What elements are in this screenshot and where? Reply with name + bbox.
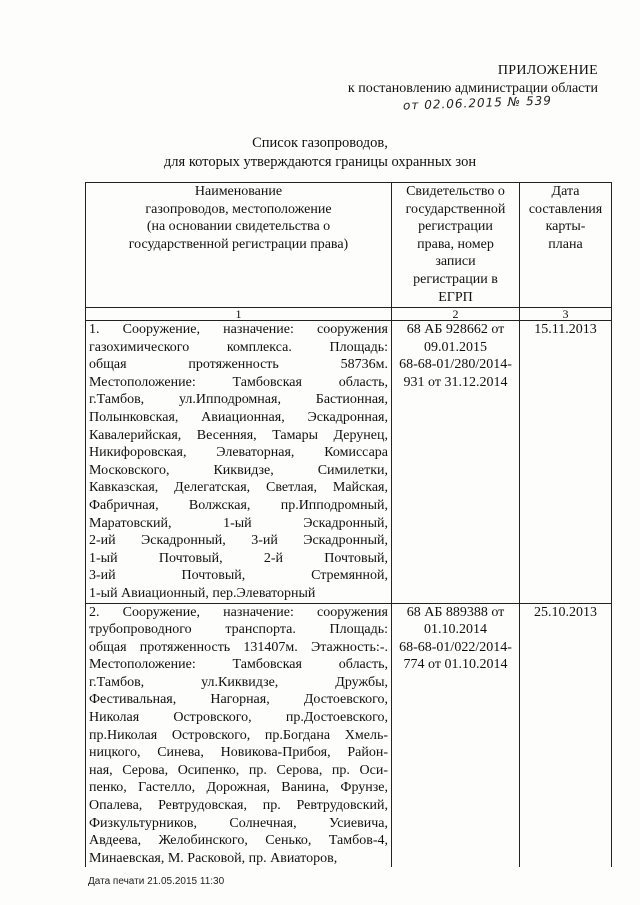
description-line: Кавказская, Делегатская, Светлая, Майская, (89, 480, 388, 496)
appendix-subtitle: к постановлению администрации области (347, 81, 598, 96)
appendix-title: ПРИЛОЖЕНИЕ (497, 63, 598, 78)
certificate-line: 68 АБ 928662 от (406, 322, 505, 337)
table-row (86, 603, 612, 867)
header-line: права, номер (417, 236, 494, 252)
list-title (0, 134, 640, 172)
header-line: Наименование (194, 184, 283, 199)
row-date: 15.11.2013 (520, 321, 612, 604)
description-line: 2-ий Эскадронный, 3-ий Эскадронный, (89, 533, 388, 549)
description-line: трубопроводного транспорта. Площадь: (89, 622, 388, 638)
description-line: Полынковская, Авиационная, Эскадронная, (89, 409, 388, 425)
header-line: газопроводов, местоположение (145, 201, 332, 217)
description-line: г.Тамбов, ул.Ипподромная, Бастионная, (89, 392, 388, 408)
handwritten-date-number: от 02.06.2015 № 539 (402, 93, 553, 113)
list-title-line2: для которых утверждаются границы охранных зон (163, 154, 477, 170)
description-line: газохимического комплекса. Площадь: (89, 339, 388, 355)
description-line: пр.Николая Островского, пр.Богдана Хмель- (89, 727, 388, 743)
description-line: ная, Серова, Осипенко, пр. Серова, пр. Оси- (89, 762, 388, 778)
table-header-row (86, 183, 612, 308)
description-line: Физкультурников, Солнечная, Усиевича, (89, 815, 388, 831)
description-line: Московского, Киквидзе, Симилетки, (89, 462, 388, 478)
header-line: записи (435, 254, 476, 270)
certificate-line: 01.10.2014 (424, 622, 487, 638)
description-line: 1-ый Авиационный, пер.Элеваторный (89, 585, 316, 601)
header-name-column (86, 183, 392, 308)
print-date-footer: Дата печати 21.05.2015 11:30 (88, 876, 225, 887)
description-line: Николая Островского, пр.Достоевского, (89, 710, 388, 726)
description-line: Фестивальная, Нагорная, Достоевского, (89, 692, 388, 708)
header-line: регистрации в (413, 271, 498, 287)
header-line: составления (528, 201, 603, 217)
description-line: Минаевская, М. Расковой, пр. Авиаторов, (89, 850, 338, 866)
certificate-line: 68 АБ 889388 от (406, 604, 505, 620)
header-line: регистрации (418, 219, 493, 235)
row-certificate (392, 603, 520, 867)
row-description (86, 321, 392, 604)
column-number: 3 (520, 308, 612, 321)
header-line: государственной (405, 201, 506, 217)
description-line: Опалева, Ревтрудовская, пр. Ревтрудовский, (89, 798, 388, 814)
list-title-line1: Список газопроводов, (252, 135, 388, 151)
description-line: Никифоровская, Элеваторная, Комиссара (89, 445, 388, 461)
description-line: 2. Сооружение, назначение: сооружения (89, 604, 388, 620)
header-line: ЕГРП (438, 289, 473, 305)
description-line: Маратовский, 1-ый Эскадронный, (89, 515, 388, 531)
column-numbers-row (86, 308, 612, 321)
description-line: Кавалерийская, Весенняя, Тамары Дерунец, (89, 427, 388, 443)
description-line: Фабричная, Волжская, пр.Ипподромный, (89, 497, 388, 513)
description-line: г.Тамбов, ул.Киквидзе, Дружбы, (89, 674, 388, 690)
pipelines-table (85, 182, 612, 867)
certificate-line: 09.01.2015 (424, 339, 487, 355)
table-row (86, 321, 612, 604)
column-number: 1 (86, 308, 392, 321)
header-line: Свидетельство о (406, 184, 505, 199)
header-line: плана (548, 236, 583, 252)
row-date: 25.10.2013 (520, 603, 612, 867)
certificate-line: 931 от 31.12.2014 (403, 374, 508, 390)
header-line: (на основании свидетельства о (146, 219, 331, 235)
certificate-line: 68-68-01/280/2014- (399, 357, 512, 373)
appendix-header (348, 62, 598, 98)
header-line: государственной регистрации права) (128, 236, 349, 252)
description-line: ницкого, Синева, Новикова-Прибоя, Район- (89, 745, 388, 761)
certificate-line: 774 от 01.10.2014 (403, 657, 508, 673)
description-line: 3-ий Почтовый, Стремянной, (89, 568, 388, 584)
column-number: 2 (392, 308, 520, 321)
row-description (86, 603, 392, 867)
description-line: Авдеева, Желобинского, Сенько, Тамбов-4, (89, 833, 388, 849)
description-line: пенко, Гастелло, Дорожная, Ванина, Фрунзе, (89, 780, 388, 796)
header-line: карты- (545, 219, 586, 235)
header-date-column (520, 183, 612, 308)
description-line: Местоположение: Тамбовская область, (89, 374, 388, 390)
description-line: общая протяженность 131407м. Этажность:-. (89, 639, 388, 655)
description-line: 1. Сооружение, назначение: сооружения (89, 322, 388, 337)
description-line: 1-ый Почтовый, 2-й Почтовый, (89, 550, 388, 566)
certificate-line: 68-68-01/022/2014- (399, 639, 512, 655)
header-line: Дата (551, 184, 580, 199)
description-line: Местоположение: Тамбовская область, (89, 657, 388, 673)
header-certificate-column (392, 183, 520, 308)
row-certificate (392, 321, 520, 604)
description-line: общая протяженность 58736м. (89, 357, 388, 373)
